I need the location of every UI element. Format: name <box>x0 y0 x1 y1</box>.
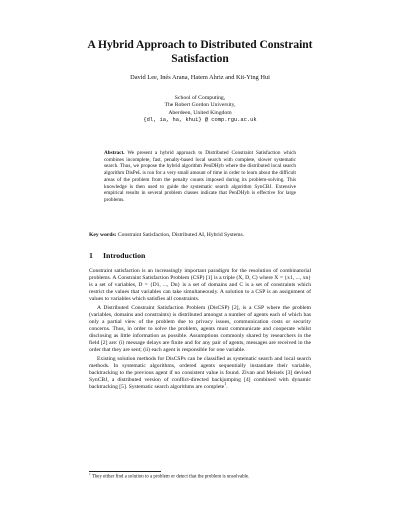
affiliation-school: School of Computing, <box>174 95 226 101</box>
affiliation-email: {dl, ia, ha, khui} @ comp.rgu.ac.uk <box>143 117 257 124</box>
footnote-reference: 1 <box>224 382 227 387</box>
section-body <box>89 268 311 393</box>
section-heading <box>89 251 145 260</box>
author-list: David Lee, Inés Arana, Hatem Ahriz and Kit-Ying Hui <box>130 74 270 81</box>
section-number: 1 <box>89 251 93 260</box>
keywords <box>89 232 311 239</box>
abstract-label: Abstract. <box>104 150 125 156</box>
body-paragraph: A Distributed Constraint Satisfaction Problem (DisCSP) [2], is a CSP where the problem (variables, domains and constraints) is distributed amongst a number of agents each of which has only a partial view of the problem due to privacy issues, communication costs or security concerns. Thus, in order to solve the problem, agents must communicate and cooperate whilst disclosing as little information as possible. Assumptions commonly shared by researchers in the field [2] are: (i) message delays are finite and for any pair of agents, messages are received in the order that they are sent; (ii) each agent is responsible for one variable. <box>89 305 311 354</box>
body-paragraph-text: Existing solution methods for DisCSPs can be classified as systematic search and local search methods. In systematic algorithms, ordered agents sequentially instantiate their variable, backtracking to the previous agent if no consistent value is found. Zivan and Meisels [3] devised SynCBJ, a distributed version of conflict-directed backjumping [4] combined with dynamic backtracking [5]. Systematic search algorithms are complete <box>89 356 311 391</box>
body-paragraph: Constraint satisfaction is an increasingly important paradigm for the resolution of combinatorial problems. A Constraint Satisfaction Problem (CSP) [1] is a triple (X, D, C) where X = {x1, ..., xn} is a set of variables, D = {D1, ..., Dn} is a set of domains and C is a set of constraints which restrict the values that variables can take simultaneously. A solution to a CSP is an assignment of values to variables which satisfies all constraints. <box>89 268 311 303</box>
affiliation-university: The Robert Gordon University, <box>164 102 236 109</box>
paper-title: A Hybrid Approach to Distributed Constraint Satisfaction <box>87 39 313 65</box>
keywords-text: Constraint Satisfaction, Distributed AI, Hybrid Systems. <box>117 232 245 238</box>
abstract-text: We present a hybrid approach to Distributed Constraint Satisfaction which combines incomplete, fast, penalty-based local search with complete, slower systematic search. Thus, we propose the hybrid algorithm PenDHyb where the distributed local search algorithm DisPeL is run for a very small amount of time in order to learn about the difficult areas of the problem from the penalty counts imposed during its problem-solving. This knowledge is then used to guide the systematic search algorithm SynCBJ. Extensive empirical results in several problem classes indicate that PenDHyb is effective for large problems. <box>104 150 297 203</box>
abstract <box>104 150 296 204</box>
affiliation-block <box>80 95 320 125</box>
footnote-marker: 1 <box>89 472 91 476</box>
footnote-divider <box>89 471 161 472</box>
footnote-text: They either find a solution to a problem or detect that the problem is unsolvable. <box>91 474 250 480</box>
keywords-label: Key words: <box>89 232 117 238</box>
section-title: Introduction <box>103 251 146 260</box>
affiliation-location: Aberdeen, United Kingdom <box>168 109 232 116</box>
body-paragraph: Existing solution methods for DisCSPs can be classified as systematic search and local search methods. In systematic algorithms, ordered agents sequentially instantiate their variable, backtracking to the previous agent if no consistent value is found. Zivan and Meisels [3] devised SynCBJ, a distributed version of conflict-directed backjumping [4] combined with dynamic backtracking [5]. Systematic search algorithms are complete$^1$. <box>89 356 311 391</box>
footnote <box>89 474 311 481</box>
